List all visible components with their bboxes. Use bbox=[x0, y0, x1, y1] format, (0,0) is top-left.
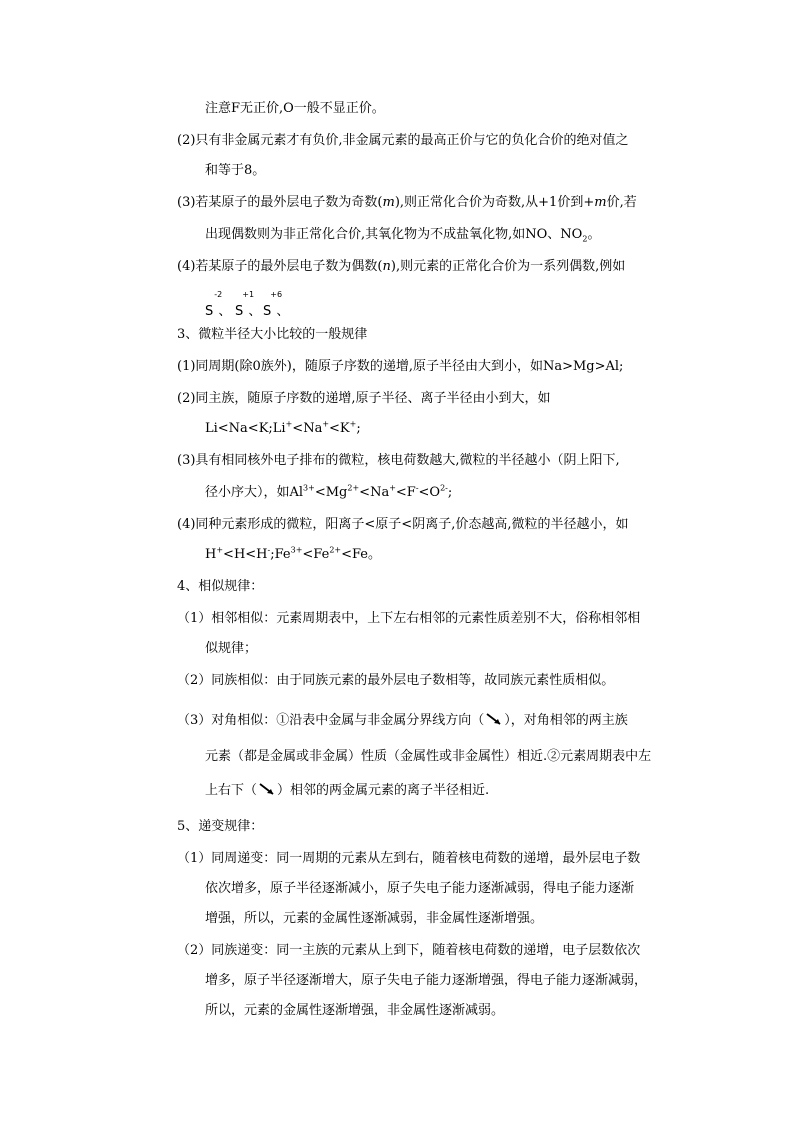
trend-rule-1-cont2: 增强，所以，元素的金属性逐渐减弱，非金属性逐渐增强。 bbox=[205, 911, 544, 926]
rule-4-line1: (4)若某原子的最外层电子数为偶数(n),则元素的正常化合价为一系列偶数,例如 bbox=[177, 259, 626, 274]
diagonal-arrow-icon bbox=[257, 782, 277, 796]
rule-3-line1: (3)若某原子的最外层电子数为奇数(m),则正常化合价为奇数,从+1价到+m价,若 bbox=[177, 195, 637, 210]
trend-rule-1: （1）同周递变：同一周期的元素从左到右，随着核电荷数的递增，最外层电子数 bbox=[177, 851, 641, 866]
rule-2-line2: 和等于8。 bbox=[205, 163, 266, 178]
trend-rule-2-cont1: 增多，原子半径逐渐增大，原子失电子能力逐渐增强，得电子能力逐渐减弱， bbox=[205, 973, 648, 988]
rule-3-line2: 出现偶数则为非正常化合价,其氧化物为不成盐氧化物,如NO、$NO_2$。 bbox=[205, 227, 601, 244]
sulfur-example-3: +6 S 、 bbox=[263, 290, 290, 319]
similarity-rule-3: （3）对角相似：①沿表中金属与非金属分界线方向（ ），对角相邻的两主族 bbox=[177, 713, 628, 728]
similarity-rule-1: （1）相邻相似：元素周期表中，上下左右相邻的元素性质差别不大，俗称相邻相 bbox=[177, 611, 641, 626]
similarity-rule-2: （2）同族相似：由于同族元素的最外层电子数相等，故同族元素性质相似。 bbox=[177, 673, 615, 688]
trend-rule-2: （2）同族递变：同一主族的元素从上到下，随着核电荷数的递增，电子层数依次 bbox=[177, 943, 641, 958]
trend-rule-1-cont1: 依次增多，原子半径逐渐减小，原子失电子能力逐渐减弱，得电子能力逐渐 bbox=[205, 881, 635, 896]
similarity-rule-3-cont2: 上右下（ ）相邻的两金属元素的离子半径相近. bbox=[205, 783, 490, 798]
radius-rule-2: (2)同主族，随原子序数的递增,原子半径、离子半径由小到大，如 bbox=[177, 391, 551, 406]
radius-rule-2-example: Li<Na<K;Li+<Na+<K+; bbox=[205, 419, 361, 436]
similarity-rule-1-cont: 似规律； bbox=[205, 641, 258, 656]
sulfur-example-1: -2 S 、 bbox=[205, 290, 232, 319]
diagonal-arrow-icon bbox=[484, 712, 504, 726]
sulfur-example-2: +1 S 、 bbox=[235, 290, 262, 319]
trend-rule-2-cont2: 所以，元素的金属性逐渐增强，非金属性逐渐减弱。 bbox=[205, 1003, 505, 1018]
section-4-heading: 4、相似规律： bbox=[177, 579, 264, 594]
radius-rule-3: (3)具有相同核外电子排布的微粒，核电荷数越大,微粒的半径越小（阴上阳下, bbox=[177, 453, 620, 468]
rule-2-line1: (2)只有非金属元素才有负价,非金属元素的最高正价与它的负化合价的绝对值之 bbox=[177, 133, 629, 148]
radius-rule-3-example: 径小序大），如$Al^{3+}<Mg^{2+}<Na^+<F^-<O^{2-}$; bbox=[205, 483, 453, 500]
radius-rule-4-example: $H^+<H<H^-;Fe^{3+}<Fe^{2+}<Fe$。 bbox=[205, 545, 382, 562]
radius-rule-4: (4)同种元素形成的微粒，阳离子<原子<阴离子,价态越高,微粒的半径越小，如 bbox=[177, 517, 629, 532]
radius-rule-1: (1)同周期(除0族外)，随原子序数的递增,原子半径由大到小，如Na>Mg>Al; bbox=[177, 359, 624, 374]
note-line: 注意F无正价,O一般不显正价。 bbox=[205, 101, 385, 116]
similarity-rule-3-cont1: 元素（都是金属或非金属）性质（金属性或非金属性）相近.②元素周期表中左 bbox=[205, 749, 652, 764]
section-3-heading: 3、微粒半径大小比较的一般规律 bbox=[177, 327, 368, 342]
section-5-heading: 5、递变规律： bbox=[177, 819, 264, 834]
